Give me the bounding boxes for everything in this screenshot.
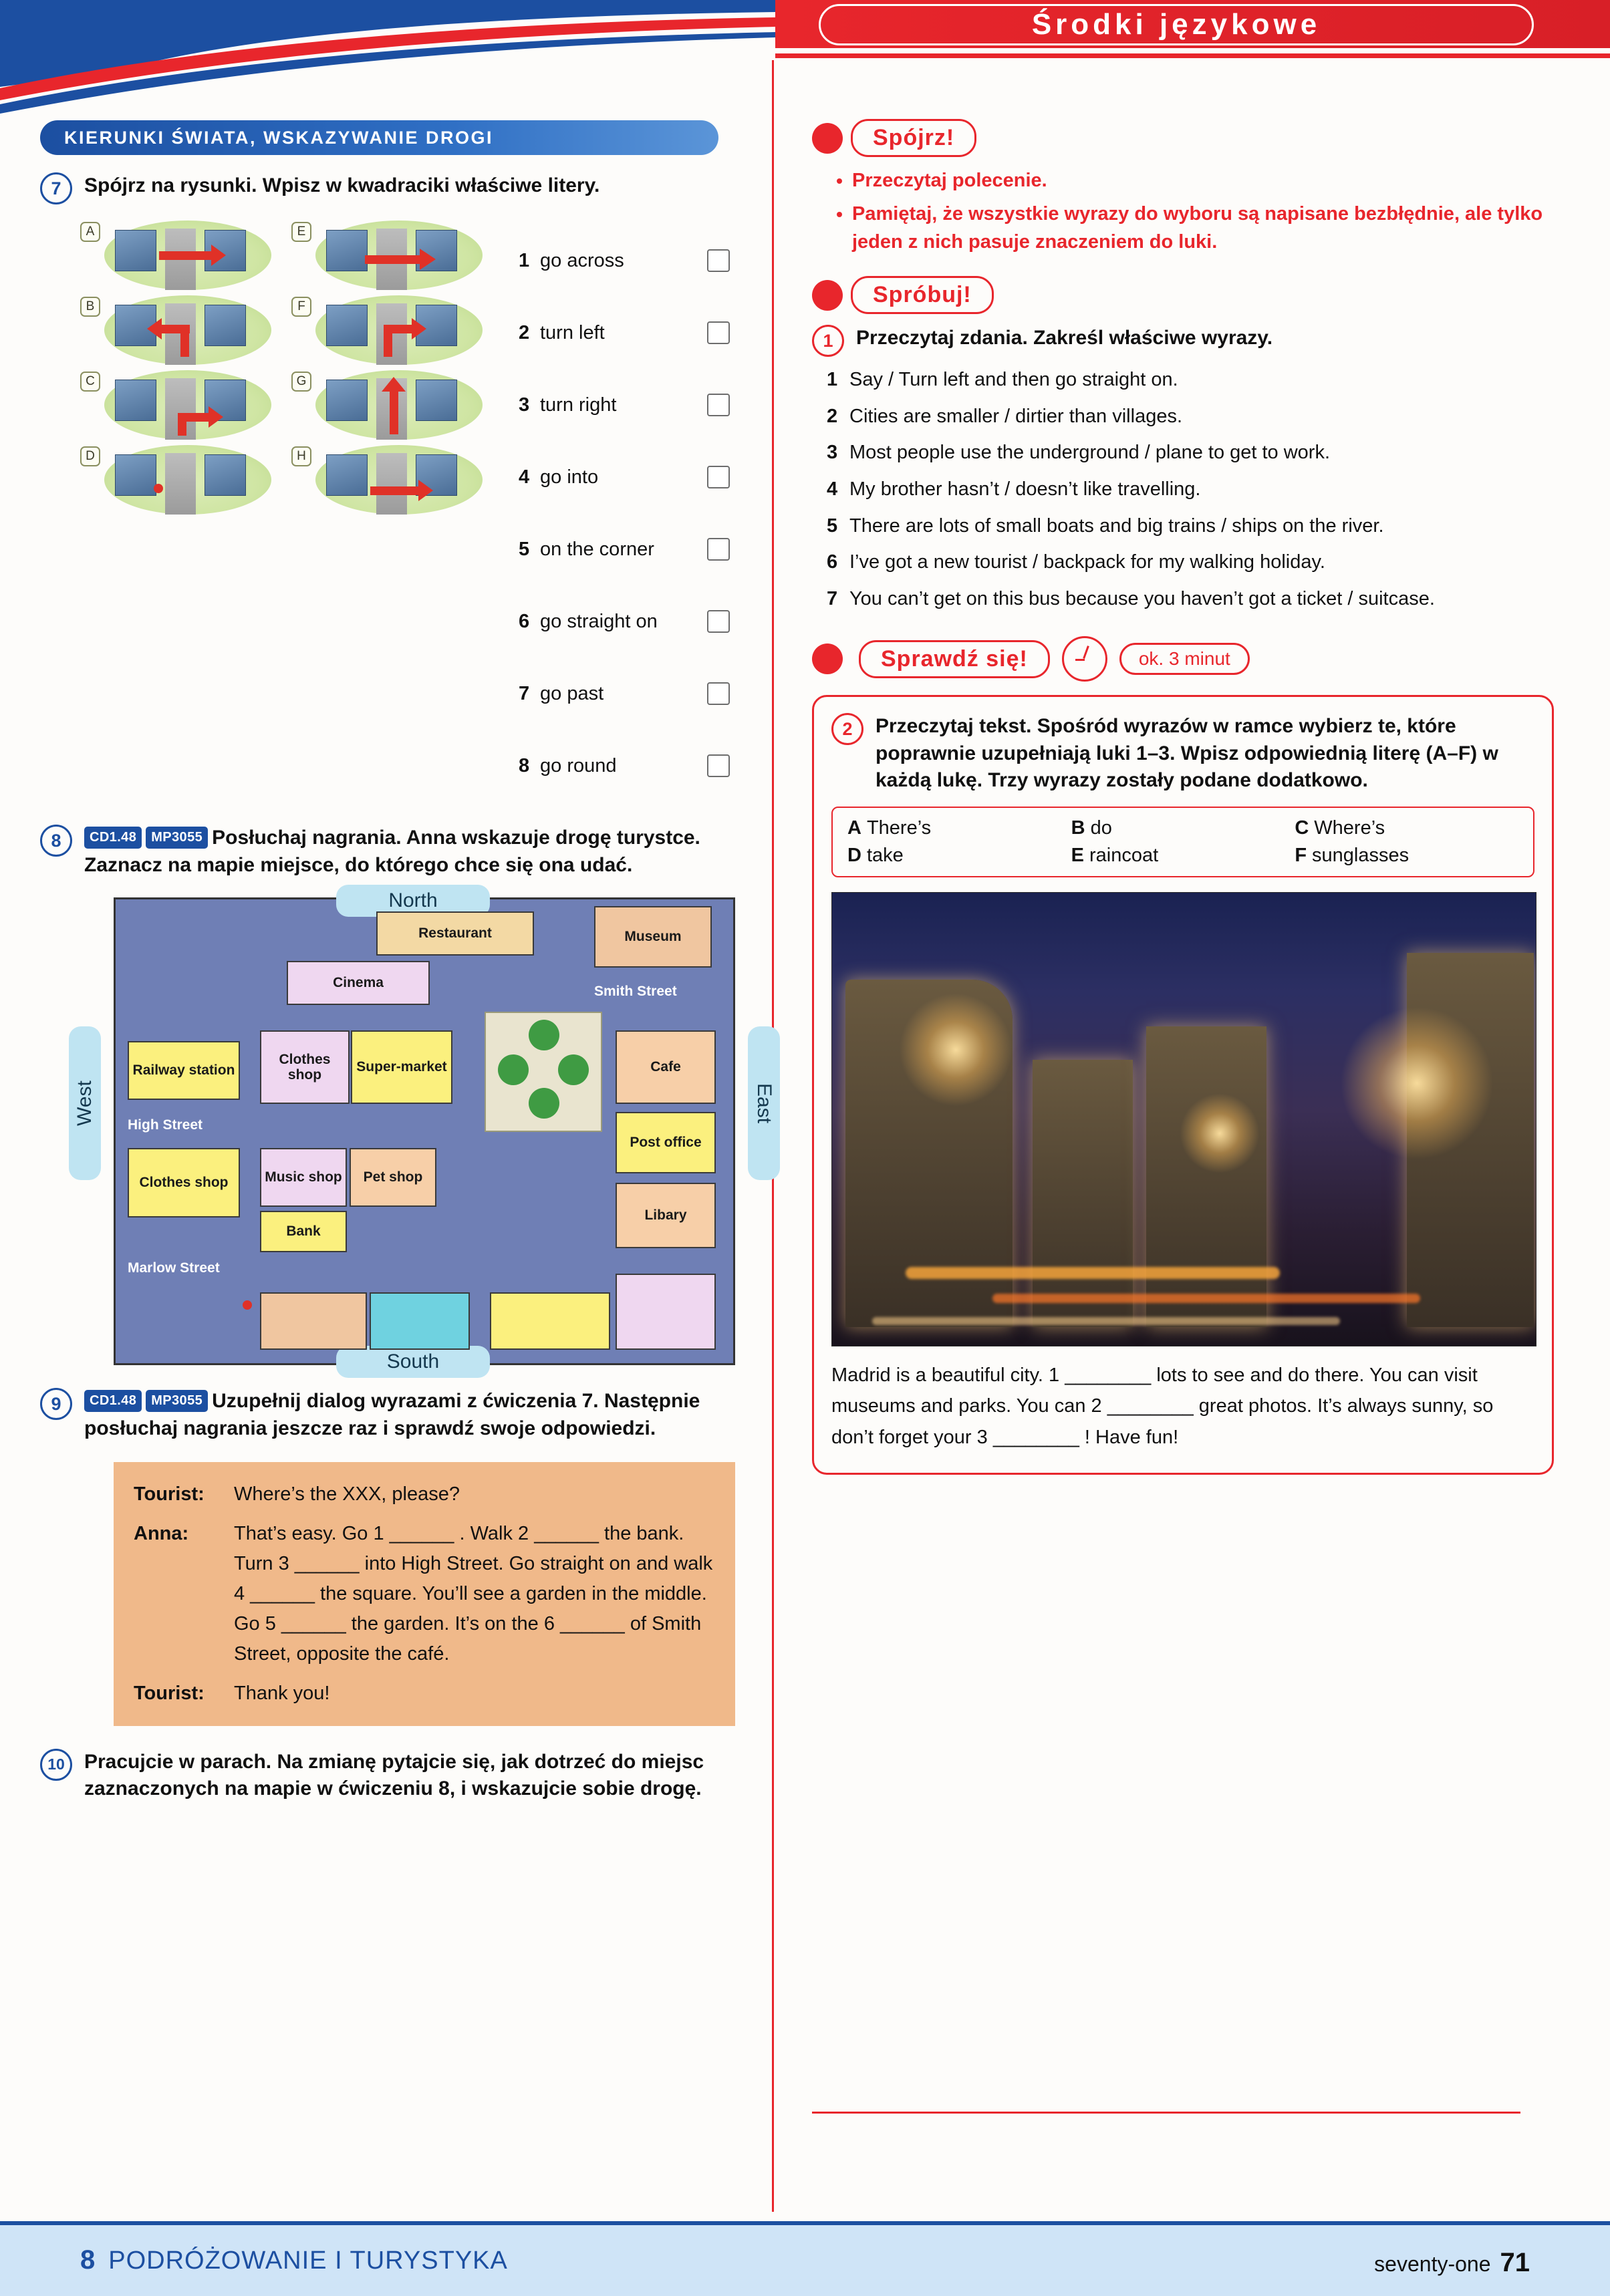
arrow-shape <box>370 486 420 495</box>
exercise-8 <box>40 825 755 879</box>
building-shape <box>205 454 246 496</box>
map-street-marlow: Marlow Street <box>128 1260 220 1276</box>
sentence-number: 1 <box>827 369 838 391</box>
sentence-item[interactable] <box>827 585 1567 613</box>
road-shape <box>165 453 196 515</box>
exercise-7 <box>40 172 755 204</box>
exercise-9-instruction: Uzupełnij dialog wyrazami z ćwiczenia 7. Następnie posłuchaj nagrania jeszcze raz i sprawdź swoje odpowiedzi. <box>84 1390 700 1439</box>
answer-box[interactable] <box>707 538 730 561</box>
cd-track-tag[interactable]: CD1.48 <box>84 827 142 849</box>
word-bank-key: C <box>1295 817 1309 839</box>
arrow-shape <box>178 413 210 422</box>
map-block-post-office[interactable]: Post office <box>616 1112 716 1173</box>
try-title: Spróbuj! <box>851 276 994 314</box>
exercise-8-instruction-wrap <box>84 825 755 879</box>
exercise-7-instruction: Spójrz na rysunki. Wpisz w kwadraciki właściwe litery. <box>84 174 600 196</box>
phrase-number: 6 <box>519 610 530 632</box>
unit-title: PODRÓŻOWANIE I TURYSTYKA <box>108 2247 508 2275</box>
map-east-label: East <box>748 1026 780 1180</box>
dialogue-text: Thank you! <box>234 1682 330 1704</box>
map-block-bottom-4 <box>616 1274 716 1350</box>
map-block-museum[interactable]: Museum <box>594 906 712 968</box>
word-bank-item[interactable] <box>1071 845 1295 867</box>
exercise-10-instruction: Pracujcie w parach. Na zmianę pytajcie się, jak dotrzeć do miejsc zaznaczonych na mapie w ćwiczeniu 8, i wskazujcie sobie drogę. <box>84 1750 704 1800</box>
sentence-text: You can’t get on this bus because you haven’t got a ticket / suitcase. <box>849 587 1435 609</box>
dialogue-line <box>134 1519 715 1669</box>
section-tab-directions <box>40 120 718 155</box>
building-shape <box>416 380 457 421</box>
phrase-text: go round <box>540 754 617 776</box>
arrow-shape <box>160 325 190 333</box>
phrase-item <box>519 297 730 369</box>
sentence-item[interactable] <box>827 403 1567 430</box>
word-bank-word: take <box>866 844 904 866</box>
footer-unit-info <box>80 2245 508 2275</box>
exercise-9-number: 9 <box>40 1388 72 1420</box>
map-marker-dot <box>243 1300 252 1310</box>
direction-picture-e[interactable] <box>291 221 492 293</box>
corner-dot <box>154 484 163 493</box>
word-bank <box>831 807 1534 877</box>
direction-phrase-list <box>519 225 730 802</box>
look-bullet: • Pamiętaj, że wszystkie wyrazy do wyboru są napisane bezbłędnie, ale tylko jeden z nich pasuje znaczeniem do luki. <box>852 200 1567 256</box>
sentence-text: Most people use the underground / plane to get to work. <box>849 442 1331 464</box>
arrow-head <box>382 377 406 392</box>
phrase-text: on the corner <box>540 538 654 560</box>
word-bank-key: D <box>847 844 861 866</box>
picture-label: H <box>291 446 311 466</box>
footer-rule <box>0 2221 1610 2225</box>
look-bullet-list <box>825 166 1567 256</box>
direction-picture-grid <box>80 221 492 802</box>
photo-light-glow <box>1340 1006 1494 1160</box>
arrow-shape <box>365 255 421 264</box>
building-shape <box>115 454 156 496</box>
map-block-library[interactable]: Libary <box>616 1183 716 1248</box>
sentence-number: 4 <box>827 478 838 500</box>
map-block-bottom-1 <box>260 1292 367 1350</box>
word-bank-item[interactable] <box>1071 817 1295 839</box>
answer-box[interactable] <box>707 249 730 272</box>
direction-picture-f[interactable] <box>291 295 492 368</box>
exercise-8-number: 8 <box>40 825 72 857</box>
unit-number: 8 <box>80 2245 96 2275</box>
map-block-bottom-3 <box>490 1292 610 1350</box>
exercise-9 <box>40 1388 755 1442</box>
exercise-8-instruction: Posłuchaj nagrania. Anna wskazuje drogę turystce. Zaznacz na mapie miejsce, do którego chce się ona udać. <box>84 827 700 876</box>
phrase-item <box>519 369 730 441</box>
map-block-bottom-2 <box>370 1292 470 1350</box>
sentence-item[interactable] <box>827 549 1567 576</box>
left-column <box>40 120 775 1803</box>
sentence-item[interactable] <box>827 476 1567 503</box>
arrow-shape <box>384 325 413 333</box>
building-shape <box>326 230 368 271</box>
phrase-item <box>519 585 730 658</box>
arrow-head <box>420 249 436 270</box>
header-underline <box>775 53 1610 58</box>
photo-light-glow <box>899 993 1013 1107</box>
tree-icon <box>558 1054 589 1085</box>
map-block-label: Clothes shop <box>139 1175 229 1191</box>
bottom-rule <box>812 2112 1520 2114</box>
exercise-10-number: 10 <box>40 1749 72 1781</box>
picture-label: C <box>80 372 100 392</box>
phrase-number: 7 <box>519 682 530 704</box>
word-bank-key: F <box>1295 844 1307 866</box>
reading-passage[interactable]: Madrid is a beautiful city. 1 ________ lots to see and do there. You can visit museums and parks. You can 2 ________ great photos. It’s always sunny, so don’t forget your 3 ________ ! Have fun! <box>831 1364 1494 1448</box>
answer-box[interactable] <box>707 682 730 705</box>
sentence-number: 7 <box>827 587 838 609</box>
word-bank-key: E <box>1071 844 1084 866</box>
right-exercise-1 <box>812 325 1567 357</box>
phrase-item <box>519 225 730 297</box>
phrase-text: go across <box>540 249 624 271</box>
phrase-text: go past <box>540 682 604 704</box>
dialogue-speaker: Anna: <box>134 1522 189 1544</box>
dialogue-line <box>134 1479 715 1510</box>
phrase-item <box>519 513 730 585</box>
building-shape <box>205 305 246 346</box>
check-title: Sprawdź się! <box>859 640 1050 678</box>
sentence-item[interactable] <box>827 366 1567 394</box>
tree-icon <box>498 1054 529 1085</box>
cd-track-tag[interactable]: CD1.48 <box>84 1390 142 1412</box>
phrase-number: 2 <box>519 321 530 343</box>
word-bank-word: sunglasses <box>1312 844 1410 866</box>
bullet-dot-icon <box>812 280 843 311</box>
road-shape <box>376 453 407 515</box>
tree-icon <box>529 1088 559 1119</box>
direction-picture-h[interactable] <box>291 445 492 517</box>
phrase-number: 8 <box>519 754 530 776</box>
answer-box[interactable] <box>707 754 730 777</box>
tree-icon <box>529 1020 559 1050</box>
photo-light-trail <box>906 1267 1280 1279</box>
direction-picture-g[interactable] <box>291 370 492 442</box>
map-block-railway-station[interactable] <box>128 1041 240 1100</box>
section-tab-label: KIERUNKI ŚWIATA, WSKAZYWANIE DROGI <box>64 127 493 148</box>
word-bank-item[interactable] <box>847 817 1071 839</box>
bullet-dot-icon <box>812 123 843 154</box>
arrow-head <box>211 245 226 266</box>
right-column <box>812 119 1567 1475</box>
phrase-number: 1 <box>519 249 530 271</box>
phrase-number: 3 <box>519 394 530 416</box>
map-block-cinema[interactable]: Cinema <box>287 961 430 1005</box>
map-block-music-shop[interactable]: Music shop <box>260 1148 347 1207</box>
map-north-label: North <box>336 885 490 917</box>
word-bank-word: do <box>1090 817 1112 839</box>
phrase-item <box>519 730 730 802</box>
page-footer <box>0 2221 1610 2296</box>
map-block-restaurant[interactable]: Restaurant <box>376 911 534 956</box>
picture-label: B <box>80 297 100 317</box>
dialogue-line <box>134 1679 715 1709</box>
direction-picture-d[interactable] <box>80 445 281 517</box>
look-header <box>812 119 1567 157</box>
picture-label: A <box>80 222 100 242</box>
sentence-list <box>812 366 1567 612</box>
dialogue-text[interactable]: That’s easy. Go 1 ______ . Walk 2 ______ the bank. Turn 3 ______ into High Street. Go straight on and walk 4 ______ the square. You’ll see a garden in the middle. Go 5 ______ the garden. It’s on the 6 ______ of Smith Street, opposite the café. <box>234 1522 713 1665</box>
sentence-text: I’ve got a new tourist / backpack for my walking holiday. <box>849 551 1325 573</box>
building-shape <box>326 454 368 496</box>
footer-page-info <box>1374 2248 1530 2278</box>
dialogue-speaker: Tourist: <box>134 1483 205 1505</box>
answer-box[interactable] <box>707 321 730 344</box>
clock-icon <box>1062 636 1107 682</box>
word-bank-item[interactable] <box>847 845 1071 867</box>
sentence-number: 6 <box>827 551 838 573</box>
try-header <box>812 276 1567 314</box>
map-west-label: West <box>69 1026 101 1180</box>
word-bank-item[interactable] <box>1295 817 1518 839</box>
building-shape <box>115 230 156 271</box>
map-park <box>485 1012 602 1132</box>
phrase-number: 5 <box>519 538 530 560</box>
word-bank-word: raincoat <box>1089 844 1159 866</box>
mp3-track-tag[interactable]: MP3055 <box>146 827 208 849</box>
picture-label: D <box>80 446 100 466</box>
picture-label: E <box>291 222 311 242</box>
sentence-text: My brother hasn’t / doesn’t like travelling. <box>849 478 1201 500</box>
exercise-7-content <box>80 221 755 802</box>
picture-label: F <box>291 297 311 317</box>
answer-box[interactable] <box>707 394 730 416</box>
map-block-clothes-shop-2[interactable] <box>128 1148 240 1217</box>
exercise-10 <box>40 1749 755 1803</box>
sentence-number: 2 <box>827 405 838 427</box>
mp3-track-tag[interactable]: MP3055 <box>146 1390 208 1412</box>
page-number-word: seventy-one <box>1374 2252 1491 2276</box>
building-shape <box>326 305 368 346</box>
arrow-head <box>209 406 223 428</box>
word-bank-key: B <box>1071 817 1085 839</box>
direction-picture-b[interactable] <box>80 295 281 368</box>
decorative-swoosh <box>0 0 802 120</box>
arrow-head <box>412 318 426 339</box>
arrow-head <box>418 480 433 501</box>
photo-building-center <box>1033 1060 1133 1327</box>
page-number: 71 <box>1500 2248 1530 2277</box>
answer-box[interactable] <box>707 466 730 488</box>
map-block-pet-shop[interactable]: Pet shop <box>350 1148 436 1207</box>
phrase-text: turn left <box>540 321 605 343</box>
answer-box[interactable] <box>707 610 730 633</box>
arrow-shape <box>390 390 398 434</box>
task-2-box <box>812 695 1554 1475</box>
section-header-pill <box>819 4 1534 45</box>
time-limit-label: ok. 3 minut <box>1119 643 1250 675</box>
direction-picture-c[interactable] <box>80 370 281 442</box>
photo-light-trail <box>872 1317 1340 1325</box>
photo-light-glow <box>1180 1093 1260 1173</box>
photo-building-midright <box>1146 1026 1266 1327</box>
right-exercise-1-instruction: Przeczytaj zdania. Zakreśl właściwe wyrazy. <box>856 327 1273 349</box>
building-shape <box>115 380 156 421</box>
right-exercise-1-number: 1 <box>812 325 844 357</box>
town-map[interactable] <box>74 889 775 1373</box>
map-street-high: High Street <box>128 1117 203 1133</box>
word-bank-word: Where’s <box>1314 817 1385 839</box>
arrow-head <box>147 318 162 339</box>
sentence-text: Cities are smaller / dirtier than villages. <box>849 405 1183 427</box>
dialogue-box <box>114 1462 735 1726</box>
sentence-text: There are lots of small boats and big trains / ships on the river. <box>849 515 1384 537</box>
sentence-item[interactable] <box>827 439 1567 466</box>
sentence-text: Say / Turn left and then go straight on. <box>849 369 1178 391</box>
right-exercise-2-number: 2 <box>831 713 863 745</box>
picture-label: G <box>291 372 311 392</box>
phrase-text: go into <box>540 466 599 488</box>
exercise-7-number: 7 <box>40 172 72 204</box>
phrase-text: go straight on <box>540 610 658 632</box>
map-south-label: South <box>336 1346 490 1378</box>
phrase-item <box>519 658 730 730</box>
phrase-number: 4 <box>519 466 530 488</box>
right-exercise-2-instruction: Przeczytaj tekst. Spośród wyrazów w ramce wybierz te, które poprawnie uzupełniają luki 1–3. Wpisz odpowiednią literę (A–F) w każdą lukę. Trzy wyrazy zostały podane dodatkowo. <box>876 715 1498 792</box>
phrase-text: turn right <box>540 394 617 416</box>
word-bank-word: There’s <box>866 817 932 839</box>
map-block-cafe[interactable]: Cafe <box>616 1030 716 1104</box>
right-exercise-2 <box>831 713 1534 795</box>
map-block-clothes-shop-1[interactable]: Clothes shop <box>260 1030 350 1104</box>
map-block-bank[interactable]: Bank <box>260 1211 347 1252</box>
sentence-number: 5 <box>827 515 838 537</box>
building-shape <box>326 380 368 421</box>
phrase-item <box>519 441 730 513</box>
map-street-smith: Smith Street <box>594 984 677 999</box>
madrid-city-photo <box>831 892 1536 1346</box>
sentence-item[interactable] <box>827 513 1567 540</box>
arrow-shape <box>159 251 213 260</box>
section-header-title: Środki językowe <box>1031 8 1321 41</box>
bullet-dot-icon <box>812 643 843 674</box>
check-header <box>812 636 1567 682</box>
dialogue-text: Where’s the XXX, please? <box>234 1483 460 1505</box>
map-block-supermarket[interactable]: Super-market <box>351 1030 452 1104</box>
word-bank-key: A <box>847 817 861 839</box>
direction-picture-a[interactable] <box>80 221 281 293</box>
sentence-number: 3 <box>827 442 838 464</box>
word-bank-item[interactable] <box>1295 845 1518 867</box>
map-block-label: Railway station <box>132 1062 235 1079</box>
exercise-9-instruction-wrap <box>84 1388 755 1442</box>
dialogue-speaker: Tourist: <box>134 1682 205 1704</box>
look-bullet: • Przeczytaj polecenie. <box>852 166 1567 194</box>
look-title: Spójrz! <box>851 119 976 157</box>
photo-light-trail <box>992 1294 1420 1303</box>
